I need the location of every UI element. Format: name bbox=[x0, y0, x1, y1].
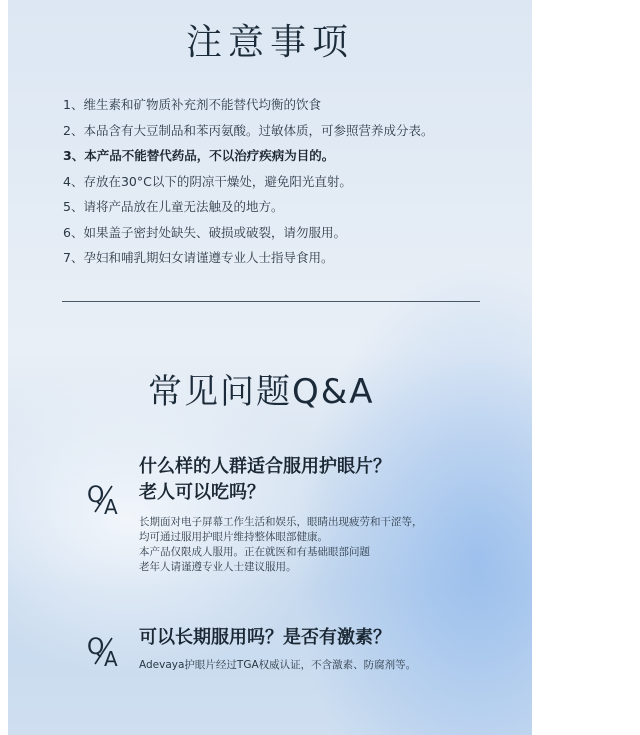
faq-answer-line: Adevaya护眼片经过TGA权威认证，不含激素、防腐剂等。 bbox=[139, 659, 417, 671]
svg-text:Q: Q bbox=[87, 635, 105, 660]
notes-title: 注意事项 bbox=[185, 22, 354, 63]
note-item-emphasized: 3、本产品不能替代药品，不以治疗疾病为目的。 bbox=[63, 148, 335, 163]
content-panel bbox=[8, 0, 532, 735]
faq-answer-line: 长期面对电子屏幕工作生活和娱乐，眼睛出现疲劳和干涩等， bbox=[139, 516, 423, 528]
qa-icon bbox=[86, 630, 126, 670]
faq-answer-line: 老年人请谨遵专业人士建议服用。 bbox=[139, 561, 297, 573]
qa-icon bbox=[86, 478, 126, 518]
faq-answer-line: 均可通过服用护眼片维持整体眼部健康。 bbox=[139, 531, 328, 543]
note-item: 5、请将产品放在儿童无法触及的地方。 bbox=[63, 199, 284, 214]
faq-question-line: 可以长期服用吗？是否有激素？ bbox=[139, 627, 391, 648]
faq-question-line: 老人可以吃吗？ bbox=[139, 482, 265, 503]
faq-question-line: 什么样的人群适合服用护眼片？ bbox=[139, 456, 391, 477]
svg-text:Q: Q bbox=[87, 483, 105, 508]
note-item: 4、存放在30°C以下的阴凉干燥处，避免阳光直射。 bbox=[63, 173, 352, 189]
section-divider bbox=[62, 301, 480, 302]
note-item: 1、维生素和矿物质补充剂不能替代均衡的饮食 bbox=[63, 97, 321, 112]
note-item: 7、孕妇和哺乳期妇女请谨遵专业人士指导食用。 bbox=[63, 250, 334, 265]
svg-text:A: A bbox=[104, 647, 118, 670]
svg-text:A: A bbox=[104, 495, 118, 518]
faq-answer-line: 本产品仅限成人服用。正在就医和有基础眼部问题 bbox=[139, 546, 370, 558]
faq-title: 常见问题Q&A bbox=[148, 372, 375, 412]
note-item: 6、如果盖子密封处缺失、破损或破裂，请勿服用。 bbox=[63, 224, 346, 240]
note-item: 2、本品含有大豆制品和苯丙氨酸。过敏体质，可参照营养成分表。 bbox=[63, 122, 434, 138]
notes-list bbox=[63, 92, 433, 271]
